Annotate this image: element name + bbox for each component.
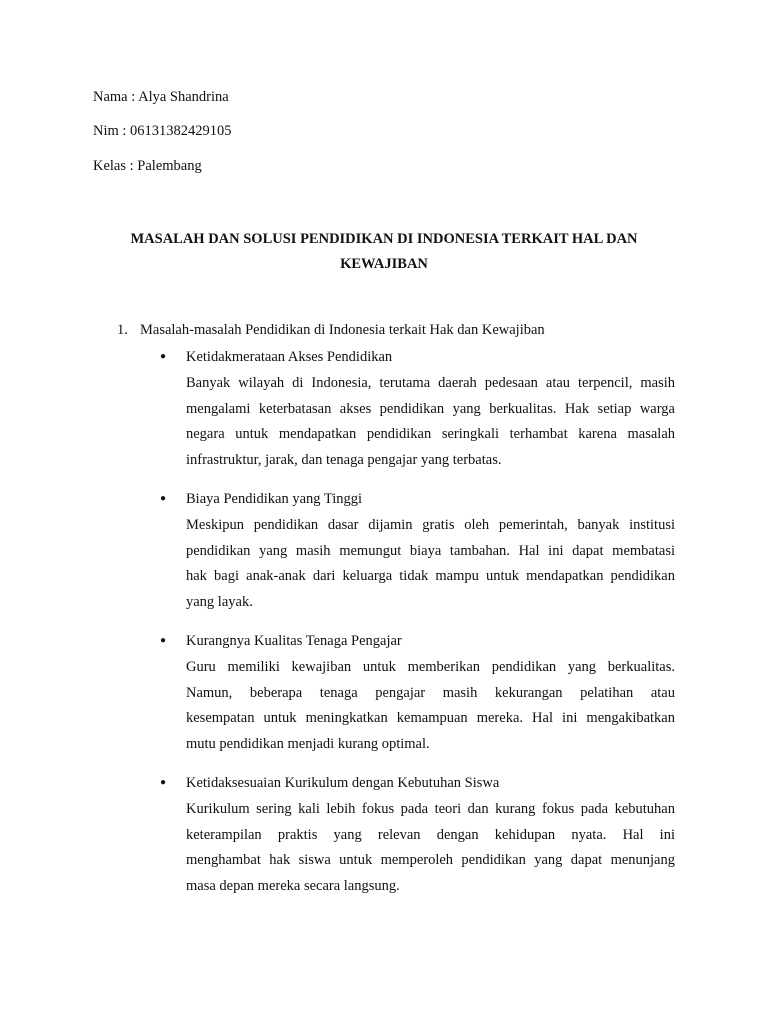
paragraph-line: Banyak wilayah di Indonesia, terutama daerah pedesaan atau terpencil, masih	[186, 375, 675, 391]
section-heading	[117, 321, 545, 339]
section-number: 1.	[117, 322, 128, 338]
student-name: Nama : Alya Shandrina	[93, 89, 229, 105]
paragraph-line: hak bagi anak-anak dari keluarga tidak mampu untuk mendapatkan pendidikan	[186, 568, 675, 584]
list-item-heading: Ketidaksesuaian Kurikulum dengan Kebutuhan Siswa	[186, 775, 500, 791]
student-class: Kelas : Palembang	[93, 158, 202, 174]
bullet-icon: ●	[160, 493, 167, 504]
paragraph-line: keterampilan praktis yang relevan dengan kehidupan nyata. Hal ini	[186, 826, 675, 843]
list-item-heading: Ketidakmerataan Akses Pendidikan	[186, 349, 393, 365]
list-item-heading: Kurangnya Kualitas Tenaga Pengajar	[186, 633, 402, 649]
list-item-paragraph	[186, 371, 675, 473]
bullet-icon: ●	[160, 777, 167, 788]
bullet-icon: ●	[160, 351, 167, 362]
paragraph-line: infrastruktur, jarak, dan tenaga pengajar yang terbatas.	[186, 451, 502, 468]
paragraph-line: kesempatan untuk meningkatkan kemampuan mereka. Hal ini mengakibatkan	[186, 710, 675, 726]
paragraph-line: mutu pendidikan menjadi kurang optimal.	[186, 735, 430, 752]
list-item-heading: Biaya Pendidikan yang Tinggi	[186, 491, 363, 507]
document-title-line-2: KEWAJIBAN	[340, 256, 428, 272]
document-title	[93, 227, 675, 277]
section-heading-text: Masalah-masalah Pendidikan di Indonesia terkait Hak dan Kewajiban	[140, 322, 545, 338]
paragraph-line: masa depan mereka secara langsung.	[186, 877, 400, 894]
list-item-paragraph	[186, 513, 675, 615]
list-item-paragraph	[186, 797, 675, 899]
document-title-line-1: MASALAH DAN SOLUSI PENDIDIKAN DI INDONESIA TERKAIT HAL DAN	[130, 231, 638, 247]
paragraph-line: Kurikulum sering kali lebih fokus pada teori dan kurang fokus pada kebutuhan	[186, 801, 675, 817]
paragraph-line: menghambat hak siswa untuk memperoleh pendidikan yang dapat menunjang	[186, 852, 675, 868]
paragraph-line: mengalami keterbatasan akses pendidikan yang berkualitas. Hak setiap warga	[186, 400, 675, 417]
paragraph-line: Guru memiliki kewajiban untuk memberikan pendidikan yang berkualitas.	[186, 659, 675, 675]
paragraph-line: negara untuk mendapatkan pendidikan seringkali terhambat karena masalah	[186, 426, 675, 442]
paragraph-line: yang layak.	[186, 593, 253, 610]
student-nim: Nim : 06131382429105	[93, 123, 232, 139]
paragraph-line: Namun, beberapa tenaga pengajar masih kekurangan pelatihan atau	[186, 684, 675, 701]
list-item-paragraph	[186, 655, 675, 757]
bullet-icon: ●	[160, 635, 167, 646]
paragraph-line: Meskipun pendidikan dasar dijamin gratis oleh pemerintah, banyak institusi	[186, 517, 675, 533]
paragraph-line: pendidikan yang masih memungut biaya tambahan. Hal ini dapat membatasi	[186, 542, 675, 559]
